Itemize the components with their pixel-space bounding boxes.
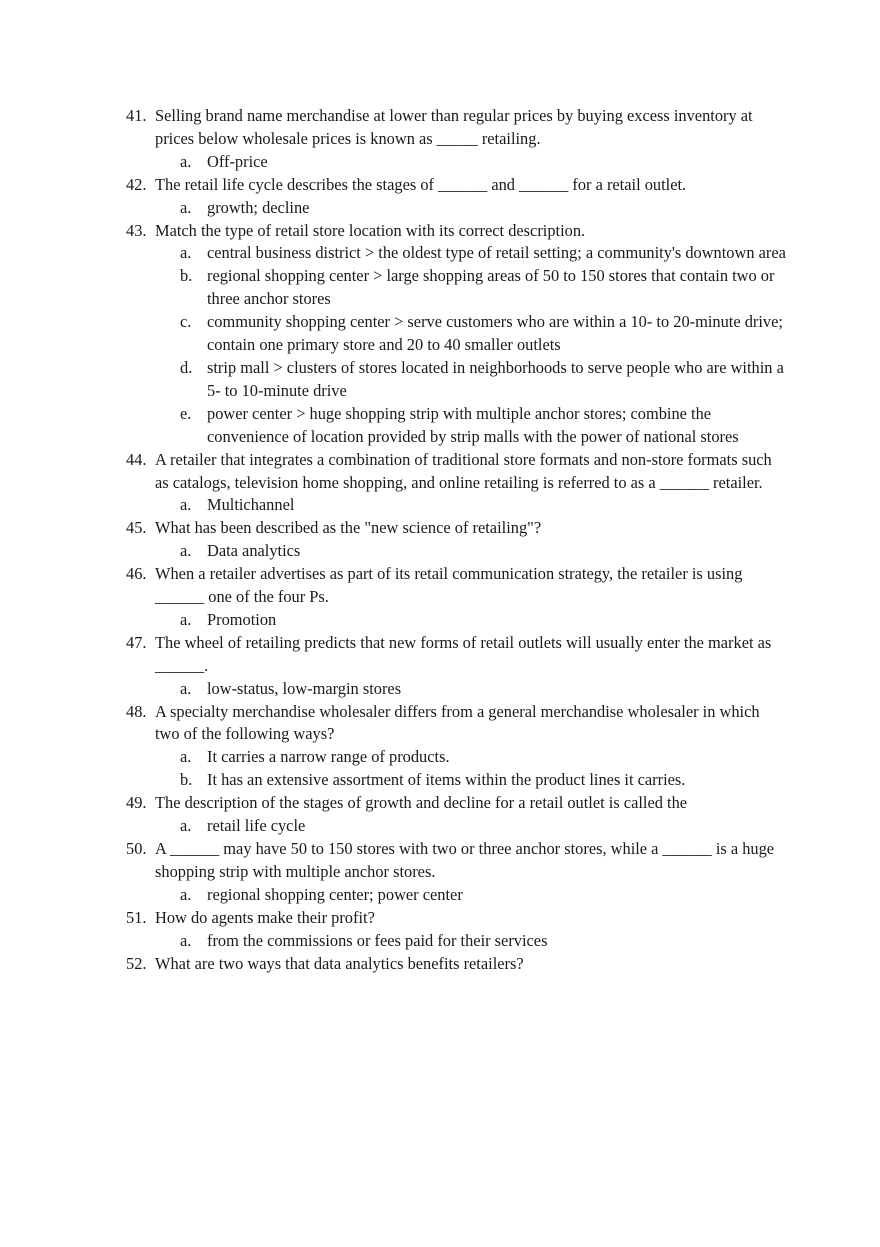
question-number: 45. bbox=[126, 518, 147, 538]
answer-item bbox=[155, 540, 786, 563]
answer-text: regional shopping center; power center bbox=[207, 884, 463, 904]
answer-item bbox=[155, 609, 786, 632]
question-number: 46. bbox=[126, 564, 147, 584]
question-item bbox=[126, 838, 786, 907]
answer-item bbox=[155, 242, 786, 265]
answer-list bbox=[155, 494, 786, 517]
question-number: 41. bbox=[126, 106, 147, 125]
question-item bbox=[126, 563, 786, 632]
answer-list bbox=[155, 678, 786, 701]
answer-text: power center > huge shopping strip with multiple anchor stores; combine the convenience of location provided by strip malls with the power of national stores bbox=[207, 403, 739, 446]
question-item bbox=[126, 174, 786, 220]
answer-list bbox=[155, 540, 786, 563]
answer-list bbox=[155, 746, 786, 792]
answer-item bbox=[155, 815, 786, 838]
answer-item bbox=[155, 678, 786, 701]
question-text: What are two ways that data analytics benefits retailers? bbox=[155, 953, 524, 973]
question-number: 51. bbox=[126, 907, 147, 927]
answer-letter: a. bbox=[180, 151, 192, 171]
answer-list bbox=[155, 242, 786, 448]
answer-item bbox=[155, 746, 786, 769]
answer-item bbox=[155, 494, 786, 517]
question-number: 42. bbox=[126, 174, 147, 194]
answer-text: It carries a narrow range of products. bbox=[207, 747, 450, 767]
answer-letter: a. bbox=[180, 816, 192, 836]
answer-item bbox=[155, 311, 786, 357]
question-number: 49. bbox=[126, 793, 147, 813]
question-item bbox=[126, 105, 786, 174]
answer-text: It has an extensive assortment of items within the product lines it carries. bbox=[207, 770, 686, 790]
question-text: What has been described as the "new science of retailing"? bbox=[155, 518, 542, 538]
answer-list bbox=[155, 609, 786, 632]
answer-text: Off-price bbox=[207, 151, 268, 171]
question-text: A specialty merchandise wholesaler differs from a general merchandise wholesaler in which two of the following ways? bbox=[155, 701, 760, 744]
answer-list bbox=[155, 815, 786, 838]
question-item bbox=[126, 632, 786, 701]
question-item bbox=[126, 701, 786, 793]
question-item bbox=[126, 220, 786, 449]
answer-item bbox=[155, 151, 786, 174]
question-number: 52. bbox=[126, 953, 147, 973]
answer-text: regional shopping center > large shopping areas of 50 to 150 stores that contain two or three anchor stores bbox=[207, 266, 775, 309]
answer-list bbox=[155, 197, 786, 220]
question-text: The retail life cycle describes the stages of ______ and ______ for a retail outlet. bbox=[155, 174, 687, 194]
question-text: A ______ may have 50 to 150 stores with two or three anchor stores, while a ______ is a huge shopping strip with multiple anchor stores. bbox=[155, 839, 775, 881]
question-text: A retailer that integrates a combination of traditional store formats and non-store formats such as catalogs, television home shopping, and online retailing is referred to as a ______ retailer. bbox=[155, 449, 772, 492]
question-text: Match the type of retail store location with its correct description. bbox=[155, 220, 586, 240]
answer-letter: a. bbox=[180, 197, 192, 217]
answer-item bbox=[155, 769, 786, 792]
answer-text: strip mall > clusters of stores located in neighborhoods to serve people who are within a 5- to 10-minute drive bbox=[207, 357, 784, 400]
answer-letter: e. bbox=[180, 403, 192, 423]
answer-text: from the commissions or fees paid for their services bbox=[207, 930, 548, 950]
question-text: When a retailer advertises as part of its retail communication strategy, the retailer is using ______ one of the four Ps. bbox=[155, 564, 743, 607]
answer-letter: b. bbox=[180, 770, 193, 790]
answer-text: low-status, low-margin stores bbox=[207, 678, 402, 698]
answer-text: growth; decline bbox=[207, 197, 310, 217]
question-text: The description of the stages of growth and decline for a retail outlet is called the bbox=[155, 793, 688, 813]
answer-letter: a. bbox=[180, 678, 192, 698]
answer-list bbox=[155, 151, 786, 174]
answer-letter: a. bbox=[180, 609, 192, 629]
answer-list bbox=[155, 884, 786, 907]
answer-item bbox=[155, 357, 786, 403]
answer-letter: c. bbox=[180, 312, 192, 332]
question-item bbox=[126, 517, 786, 563]
question-number: 50. bbox=[126, 839, 147, 858]
answer-item bbox=[155, 403, 786, 449]
question-number: 44. bbox=[126, 449, 147, 469]
answer-text: community shopping center > serve customers who are within a 10- to 20-minute drive; contain one primary store and 20 to 40 smaller outlets bbox=[207, 312, 783, 355]
answer-letter: a. bbox=[180, 541, 192, 561]
answer-text: central business district > the oldest type of retail setting; a community's downtown area bbox=[207, 243, 786, 263]
answer-letter: a. bbox=[180, 884, 192, 904]
question-item bbox=[126, 792, 786, 838]
answer-list bbox=[155, 930, 786, 953]
answer-text: retail life cycle bbox=[207, 816, 306, 836]
answer-item bbox=[155, 197, 786, 220]
answer-letter: a. bbox=[180, 747, 192, 767]
answer-letter: a. bbox=[180, 930, 192, 950]
question-text: The wheel of retailing predicts that new forms of retail outlets will usually enter the market as ______. bbox=[155, 632, 772, 675]
answer-text: Multichannel bbox=[207, 495, 295, 515]
question-text: How do agents make their profit? bbox=[155, 907, 375, 927]
answer-text: Data analytics bbox=[207, 541, 301, 561]
answer-letter: d. bbox=[180, 357, 193, 377]
question-item bbox=[126, 953, 786, 976]
question-number: 43. bbox=[126, 220, 147, 240]
question-item bbox=[126, 449, 786, 518]
answer-item bbox=[155, 265, 786, 311]
question-list bbox=[126, 105, 786, 975]
answer-letter: b. bbox=[180, 266, 193, 286]
answer-item bbox=[155, 930, 786, 953]
answer-letter: a. bbox=[180, 243, 192, 263]
answer-item bbox=[155, 884, 786, 907]
answer-letter: a. bbox=[180, 495, 192, 515]
question-text: Selling brand name merchandise at lower than regular prices by buying excess inventory at prices below wholesale prices is known as _____ retailing. bbox=[155, 106, 753, 148]
question-number: 47. bbox=[126, 632, 147, 652]
question-number: 48. bbox=[126, 701, 147, 721]
answer-text: Promotion bbox=[207, 609, 277, 629]
question-item bbox=[126, 907, 786, 953]
